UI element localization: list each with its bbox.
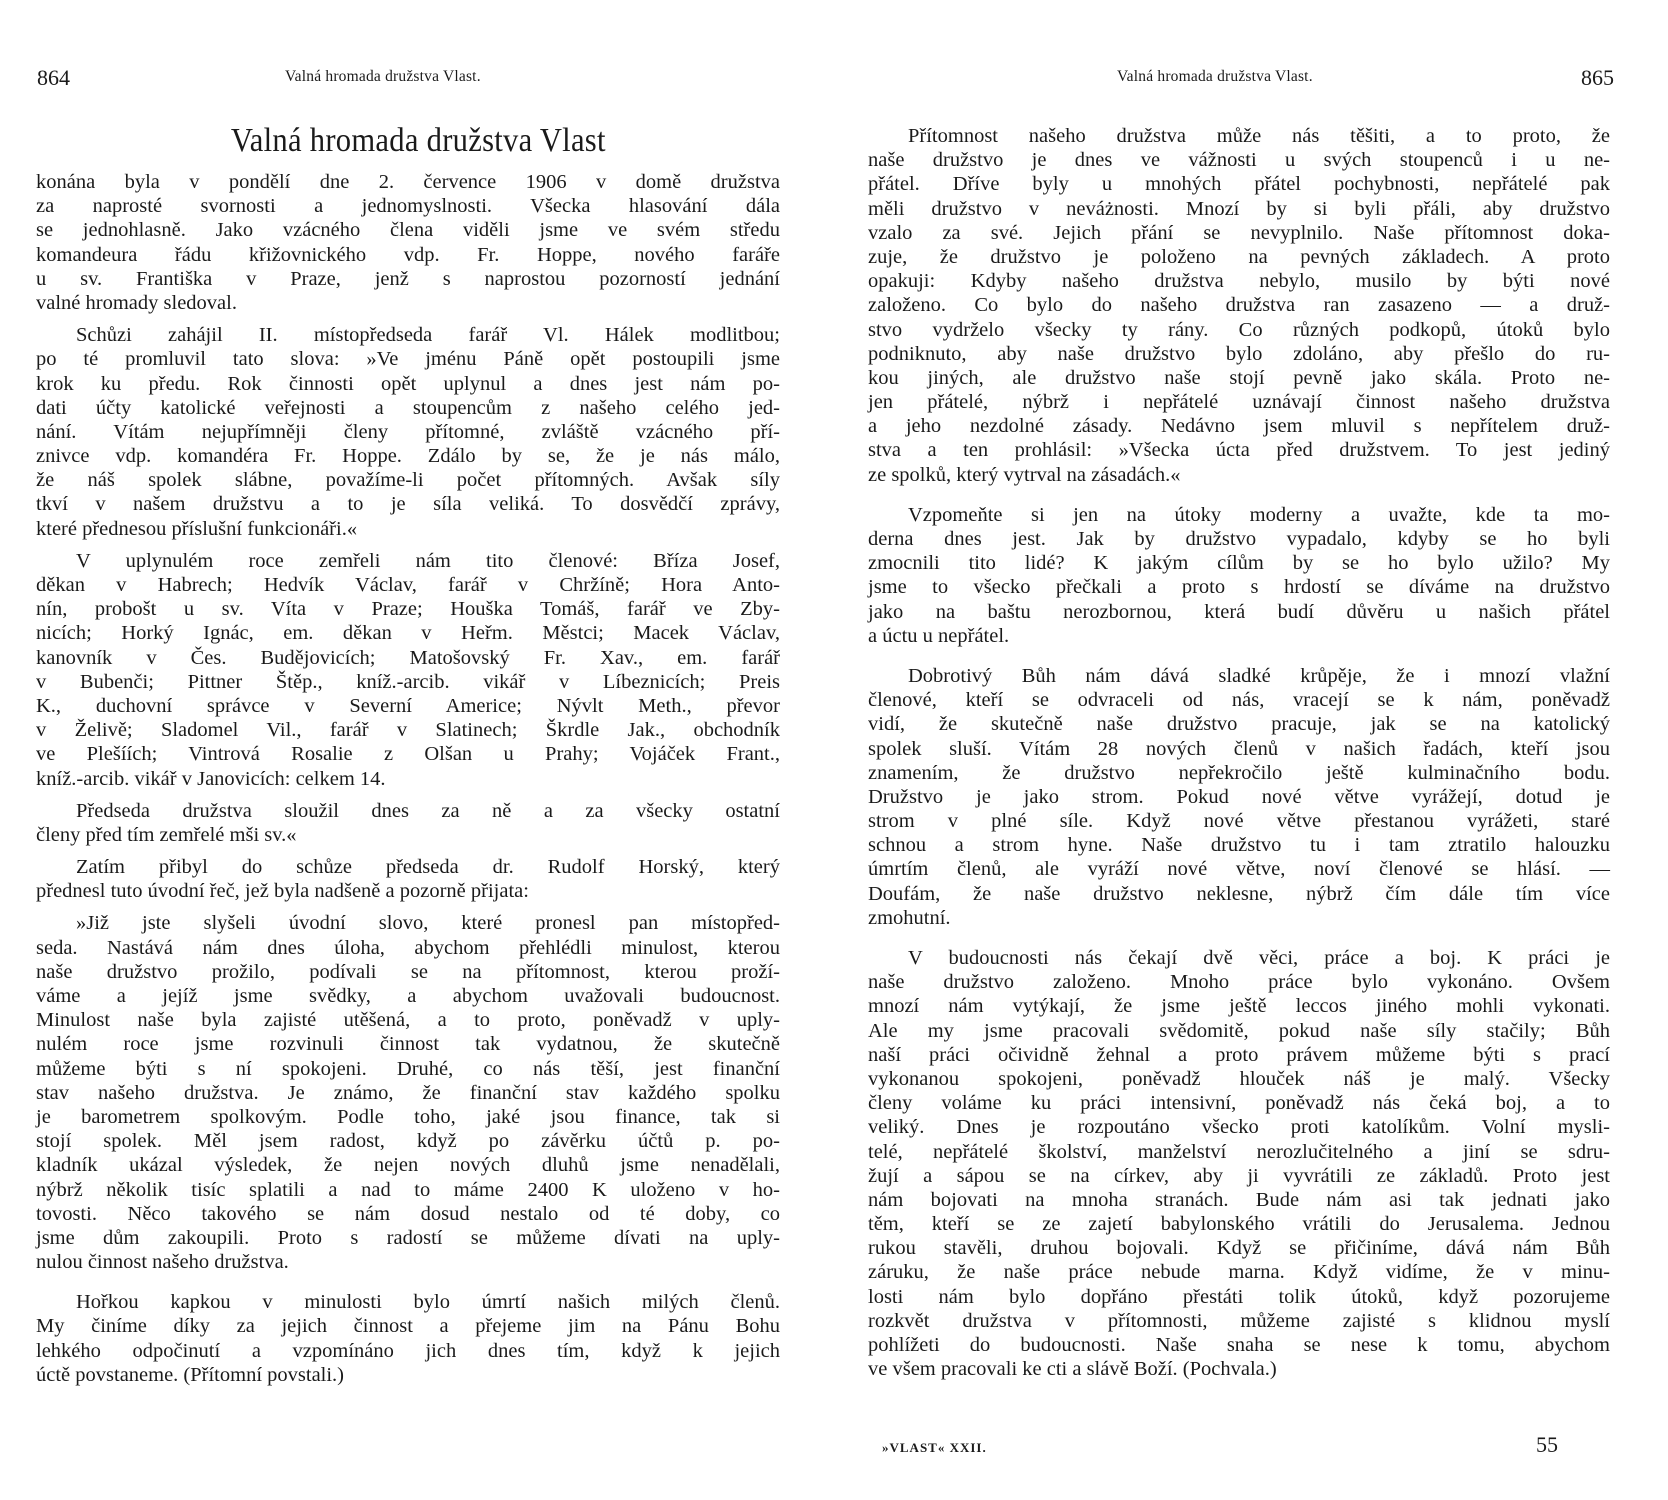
text-line: Schůzi zahájil II. místopředseda farář Vl. Hálek modlitbou;: [76, 324, 780, 347]
text-line: seda. Nastává nám dnes úloha, abychom přehlédli minulost, kterou: [36, 936, 780, 959]
text-line: které přednesou příslušní funkcionáři.«: [36, 517, 358, 540]
text-line: K., duchovní správce v Severní Americe; Nývlt Meth., převor: [36, 694, 780, 717]
text-line: Minulost naše byla zajisté utěšená, a to proto, poněvadž v uply-: [36, 1009, 780, 1032]
text-line: naše družstvo prožilo, podívali se na přítomnost, kterou proží-: [36, 960, 780, 983]
text-line: Dobrotivý Bůh nám dává sladké krůpěje, že i mnozí vlažní: [908, 664, 1610, 687]
text-line: ve všem pracovali ke cti a slávě Boží. (Pochvala.): [868, 1358, 1277, 1381]
text-line: mnozí nám vytýkají, že jsme ještě leccos jiného mohli vykonati.: [868, 995, 1610, 1018]
text-line: členy před tím zemřelé mši sv.«: [36, 823, 297, 846]
text-line: Doufám, že naše družstvo neklesne, nýbrž čím dále tím více: [868, 882, 1610, 905]
text-line: stvo vydrželo všecky ty rány. Co různých podkopů, útoků bylo: [868, 318, 1610, 341]
text-line: V uplynulém roce zemřeli nám tito členové: Bříza Josef,: [76, 549, 780, 572]
article-title: Valná hromada družstva Vlast: [230, 122, 606, 159]
text-line: rozkvět družstva v přítomnosti, můžeme zajisté s klidnou myslí: [868, 1309, 1610, 1332]
text-line: se jednohlasně. Jako vzácného člena viděli jsme ve svém středu: [36, 219, 780, 242]
text-line: My činíme díky za jejich činnost a přejeme jim na Pánu Bohu: [36, 1315, 780, 1338]
text-line: zmocnili tito lidé? K jakým cílům by se ho bylo užilo? My: [868, 552, 1610, 575]
text-line: losti nám bylo dopřáno přestáti tolik útoků, když pozorujeme: [868, 1285, 1610, 1308]
text-line: nýbrž několik tisíc splatili a nad to máme 2400 K uloženo v ho-: [36, 1178, 780, 1201]
text-line: rukou stavěli, druhou bojovali. Když se přičiníme, dává nám Bůh: [868, 1237, 1610, 1260]
text-line: dati účty katolické veřejnosti a stoupencům z našeho celého jed-: [36, 396, 780, 419]
text-line: členy voláme ku práci intensivní, poněvadž nás čeká boj, a to: [868, 1092, 1610, 1115]
page-header: [834, 65, 1668, 95]
text-line: jako na baštu nerozbornou, která budí důvěru u našich přátel: [868, 600, 1610, 623]
text-line: stojí spolek. Měl jsem radost, když po závěrku účtů p. po-: [36, 1130, 780, 1153]
paragraph: [36, 549, 780, 791]
page-header: [0, 65, 834, 95]
text-line: naší práci očividně žehnal a proto právem můžeme býti s prací: [868, 1043, 1610, 1066]
text-line: vykonanou spokojeni, poněvadž hlouček náš je malý. Všecky: [868, 1067, 1610, 1090]
paragraph: [868, 124, 1610, 487]
text-line: naše družstvo je dnes ve vážnosti u svých stoupenců i u ne-: [868, 149, 1610, 172]
text-line: nám bojovati na mnoha stranách. Bude nám asi tak jednati jako: [868, 1188, 1610, 1211]
text-line: u sv. Františka v Praze, jenž s naprostou pozorností jednání: [36, 267, 780, 290]
text-line: znivce vdp. komandéra Fr. Hoppe. Zdálo by se, že je nás málo,: [36, 445, 780, 468]
text-line: nín, probošt u sv. Víta v Praze; Houška Tomáš, farář ve Zby-: [36, 598, 780, 621]
paragraph: [868, 664, 1610, 930]
text-line: po té promluvil tato slova: »Ve jménu Páně opět postoupili jsme: [36, 348, 780, 371]
text-line: těm, kteří se ze zajetí babylonského vrátili do Jerusalema. Jednou: [868, 1213, 1610, 1236]
text-line: ve Plešíích; Vintrová Rosalie z Olšan u Prahy; Vojáček Frant.,: [36, 743, 780, 766]
text-line: členové, kteří se odvraceli od nás, vracejí se k nám, poněvadž: [868, 689, 1610, 712]
text-line: komandeura řádu křižovnického vdp. Fr. Hoppe, nového faráře: [36, 243, 780, 266]
running-head: Valná hromada družstva Vlast.: [285, 68, 481, 85]
text-line: měli družstvo v neváżnosti. Mnozí by si byli přáli, aby družstvo: [868, 197, 1610, 220]
text-line: kou jiných, ale družstvo naše stojí pevně jako skála. Proto ne-: [868, 366, 1610, 389]
text-line: vidí, že skutečně naše družstvo pracuje, jak se na katolický: [868, 713, 1610, 736]
text-line: jsme to všecko přečkali a proto s hrdostí se díváme na družstvo: [868, 576, 1610, 599]
text-line: zmohutní.: [868, 906, 951, 929]
paragraph: [868, 503, 1610, 648]
paragraph: [36, 323, 780, 541]
text-line: krok ku předu. Rok činnosti opět uplynul a dnes jest nám po-: [36, 372, 780, 395]
text-line: můžeme býti s ní spokojeni. Druhé, co nás těší, jest finanční: [36, 1057, 780, 1080]
text-line: přátel. Dříve byly u mnohých přátel pochybnosti, nepřátelé pak: [868, 173, 1610, 196]
text-line: schnou a strom hyne. Naše družstvo tu i tam ztratilo halouzku: [868, 834, 1610, 857]
text-line: kanovník v Čes. Budějovicích; Matošovský Fr. Xav., em. farář: [36, 646, 780, 669]
page-number: 865: [1581, 65, 1614, 90]
text-line: valné hromady sledoval.: [36, 291, 237, 314]
text-line: naše družstvo založeno. Mnoho práce bylo vykonáno. Ovšem: [868, 971, 1610, 994]
paragraph: [36, 170, 780, 315]
page-number: 864: [37, 65, 70, 90]
text-line: konána byla v pondělí dne 2. července 1906 v domě družstva: [36, 171, 780, 193]
text-line: Předseda družstva sloužil dnes za ně a za všecky ostatní: [76, 799, 780, 822]
text-line: nulém roce jsme rozvinuli činnost tak vydatnou, že skutečně: [36, 1033, 780, 1056]
text-line: vzalo za své. Jejich přání se nevyplnilo. Naše přítomnost doka-: [868, 221, 1610, 244]
text-line: znamením, že družstvo nepřekročilo ještě kulminačního bodu.: [868, 761, 1610, 784]
text-line: úmrtím členů, ale vyráží nové větve, noví členové se hlásí. —: [868, 858, 1610, 881]
text-line: opakuji: Kdyby našeho družstva nebylo, musilo by býti nové: [868, 270, 1610, 293]
text-line: kníž.-arcib. vikář v Janovicích: celkem 14.: [36, 767, 386, 790]
text-line: jsme dům zakoupili. Proto s radostí se můžeme dívati na uply-: [36, 1226, 780, 1249]
paragraph: [36, 855, 780, 903]
text-line: spolek sluší. Vítám 28 nových členů v našich řadách, kteří jsou: [868, 737, 1610, 760]
text-line: Vzpomeňte si jen na útoky moderny a uvažte, kde ta mo-: [908, 503, 1610, 526]
text-line: stav našeho družstva. Je známo, že finanční stav každého spolku: [36, 1081, 780, 1104]
text-line: nání. Vítám nejupřímněji členy přítomné, zvláště vzácného pří-: [36, 420, 780, 443]
running-head: Valná hromada družstva Vlast.: [1117, 68, 1313, 85]
text-line: je barometrem spolkovým. Podle toho, jaké jsou finance, tak si: [36, 1105, 780, 1128]
text-line: a úctu u nepřátel.: [868, 624, 1010, 647]
text-line: Ale my jsme pracovali svědomitě, pokud naše síly stačily; Bůh: [868, 1019, 1610, 1042]
text-line: kladník ukázal výsledek, že nejen nových dluhů jsme nenadělali,: [36, 1154, 780, 1177]
text-line: stva a ten prohlásil: »Všecka úcta před družstvem. To jest jediný: [868, 439, 1610, 462]
text-line: zuje, že družstvo je položeno na pevných základech. A proto: [868, 245, 1610, 268]
text-line: nulou činnost našeho družstva.: [36, 1251, 289, 1274]
text-line: děkan v Habrech; Hedvík Václav, farář v Chržíně; Hora Anto-: [36, 574, 780, 596]
paragraph: [36, 911, 780, 1274]
signature-mark: »VLAST« XXII.: [882, 1440, 987, 1455]
text-line: veliký. Dnes je rozpoutáno všecko proti katolíkům. Volní mysli-: [868, 1116, 1610, 1139]
text-line: derna dnes jest. Jak by družstvo vypadalo, kdyby se ho byli: [868, 528, 1610, 550]
text-line: lehkého odpočinutí a vzpomínáno jich dnes tím, když k jejich: [36, 1339, 780, 1362]
text-line: v Želivě; Sladomel Vil., farář v Slatinech; Škrdle Jak., obchodník: [36, 719, 780, 742]
text-line: Družstvo je jako strom. Pokud nové větve vyrážejí, dotud je: [868, 785, 1610, 808]
text-line: Zatím přibyl do schůze předseda dr. Rudolf Horský, který: [76, 856, 780, 879]
text-line: žují a sápou se na církev, aby ji vyvrátili ze základů. Proto jest: [868, 1164, 1610, 1187]
sheet-number: 55: [1536, 1432, 1558, 1457]
text-line: pohlížeti do budoucnosti. Naše snaha se nese k tomu, abychom: [868, 1334, 1610, 1356]
right-text-column: [868, 124, 1610, 1389]
right-page: [834, 0, 1668, 1500]
text-line: že náš spolek slábne, považíme-li počet přítomných. Avšak síly: [36, 469, 780, 492]
text-line: Hořkou kapkou v minulosti bylo úmrtí našich milých členů.: [76, 1291, 780, 1314]
paragraph: [36, 1290, 780, 1387]
text-line: podniknuto, aby naše družstvo bylo zdoláno, aby přešlo do ru-: [868, 342, 1610, 365]
text-line: ze spolků, který vytrval na zásadách.«: [868, 463, 1181, 486]
text-line: tkví v našem družstvu a to je síla veliká. To dosvědčí zprávy,: [36, 493, 780, 516]
text-line: založeno. Co bylo do našeho družstva ran zasazeno — a druž-: [868, 294, 1610, 317]
text-line: záruku, že naše práce nebude marna. Když vidíme, že v minu-: [868, 1261, 1610, 1284]
text-line: v Bubenči; Pittner Štěp., kníž.-arcib. vikář v Líbeznicích; Preis: [36, 670, 780, 693]
text-line: nicích; Horký Ignác, em. děkan v Heřm. Městci; Macek Václav,: [36, 622, 780, 645]
text-line: tovosti. Něco takového se nám dosud nestalo od té doby, co: [36, 1202, 780, 1225]
left-text-column: [36, 170, 780, 1395]
text-line: telé, nepřátelé školství, manželství nerozlučitelného a jiní se sdru-: [868, 1140, 1610, 1163]
text-line: strom v plné síle. Když nové větve přestanou vyrážeti, staré: [868, 810, 1610, 833]
paragraph: [36, 799, 780, 847]
text-line: úctě povstaneme. (Přítomní povstali.): [36, 1363, 345, 1386]
text-line: a jeho nezdolné zásady. Nedávno jsem mluvil s nepřítelem druž-: [868, 415, 1610, 438]
text-line: jen přátelé, nýbrž i nepřátelé uznávají činnost našeho družstva: [868, 391, 1610, 414]
text-line: za naprosté svornosti a jednomyslnosti. Všecka hlasování dála: [36, 195, 780, 218]
text-line: váme a jejíž jsme svědky, a abychom uvažovali budoucnost.: [36, 985, 780, 1007]
text-line: »Již jste slyšeli úvodní slovo, které pronesl pan místopřed-: [76, 912, 780, 935]
text-line: V budoucnosti nás čekají dvě věci, práce a boj. K práci je: [908, 947, 1610, 969]
text-line: přednesl tuto úvodní řeč, jež byla nadšeně a pozorně přijata:: [36, 880, 529, 903]
paragraph: [868, 946, 1610, 1381]
text-line: Přítomnost našeho družstva může nás těšiti, a to proto, že: [908, 125, 1610, 147]
